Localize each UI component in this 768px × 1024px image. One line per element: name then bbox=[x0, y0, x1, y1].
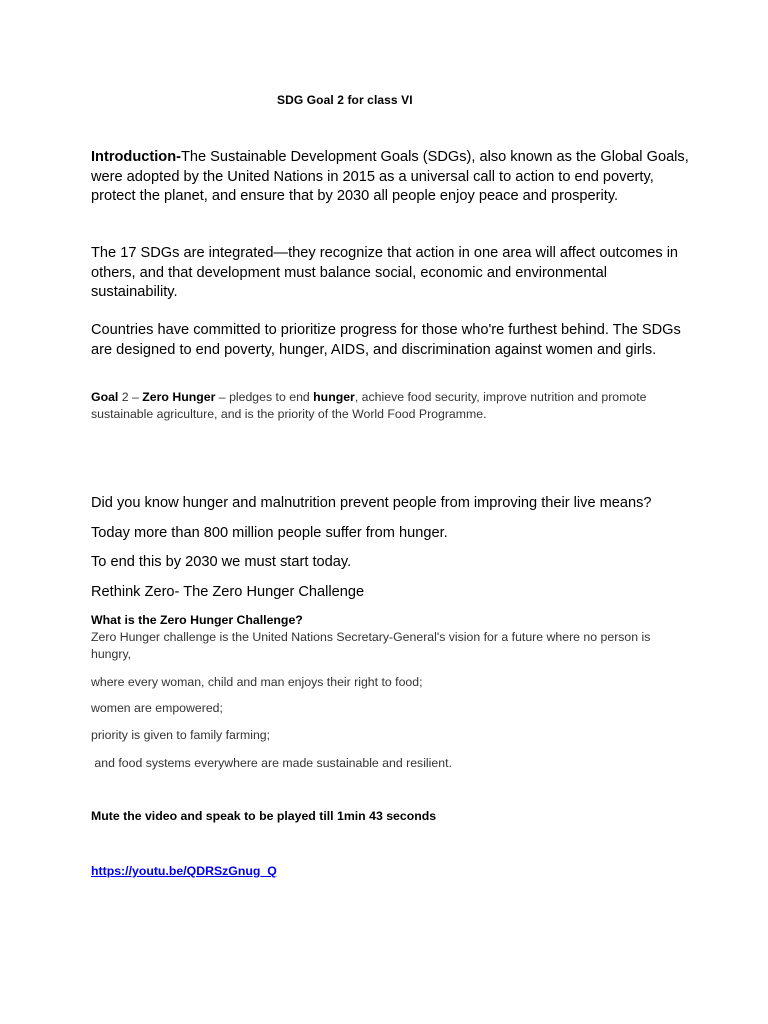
call-to-action-line: To end this by 2030 we must start today. bbox=[91, 554, 352, 570]
intro-paragraph bbox=[91, 148, 691, 207]
rethink-zero-line: Rethink Zero- The Zero Hunger Challenge bbox=[91, 584, 365, 600]
intro-label: Introduction- bbox=[91, 149, 181, 165]
goal-label: Goal bbox=[91, 390, 119, 404]
list-item: where every woman, child and man enjoys their right to food; bbox=[91, 675, 423, 689]
integration-paragraph: The 17 SDGs are integrated—they recognize that action in one area will affect outcomes in others, and that development must balance social, economic and environmental sustainability. bbox=[91, 245, 679, 300]
list-item: and food systems everywhere are made sustainable and resilient. bbox=[91, 756, 452, 770]
video-link[interactable]: https://youtu.be/QDRSzGnug_Q bbox=[91, 864, 277, 878]
intro-text: The Sustainable Development Goals (SDGs), also known as the Global Goals, were adopted by the United Nations in 2015 as a universal call to action to end poverty, protect the planet, and ensure that by 2030 all people enjoy peace and prosperity. bbox=[91, 149, 689, 204]
question-line: Did you know hunger and malnutrition prevent people from improving their live means? bbox=[91, 495, 652, 511]
challenge-description: Zero Hunger challenge is the United Nations Secretary-General's vision for a future where no person is hungry, bbox=[91, 630, 651, 661]
statistic-line: Today more than 800 million people suffer from hunger. bbox=[91, 525, 448, 541]
goal-keyword: hunger bbox=[313, 390, 355, 404]
goal-name: Zero Hunger bbox=[142, 390, 216, 404]
list-item: women are empowered; bbox=[91, 701, 223, 715]
goal-text-2: , achieve food security, improve nutrition and promote sustainable agriculture, and is the priority of the World Food Programme. bbox=[91, 390, 647, 421]
challenge-heading: What is the Zero Hunger Challenge? bbox=[91, 613, 303, 627]
priority-paragraph: Countries have committed to prioritize progress for those who're furthest behind. The SDGs are designed to end poverty, hunger, AIDS, and discrimination against women and girls. bbox=[91, 322, 681, 358]
document-title: SDG Goal 2 for class VI bbox=[277, 93, 413, 107]
goal-text-1: – pledges to end bbox=[215, 390, 314, 404]
goal-paragraph bbox=[91, 389, 691, 423]
video-instruction: Mute the video and speak to be played till 1min 43 seconds bbox=[91, 809, 437, 823]
list-item: priority is given to family farming; bbox=[91, 728, 271, 742]
goal-number: 2 – bbox=[118, 390, 143, 404]
